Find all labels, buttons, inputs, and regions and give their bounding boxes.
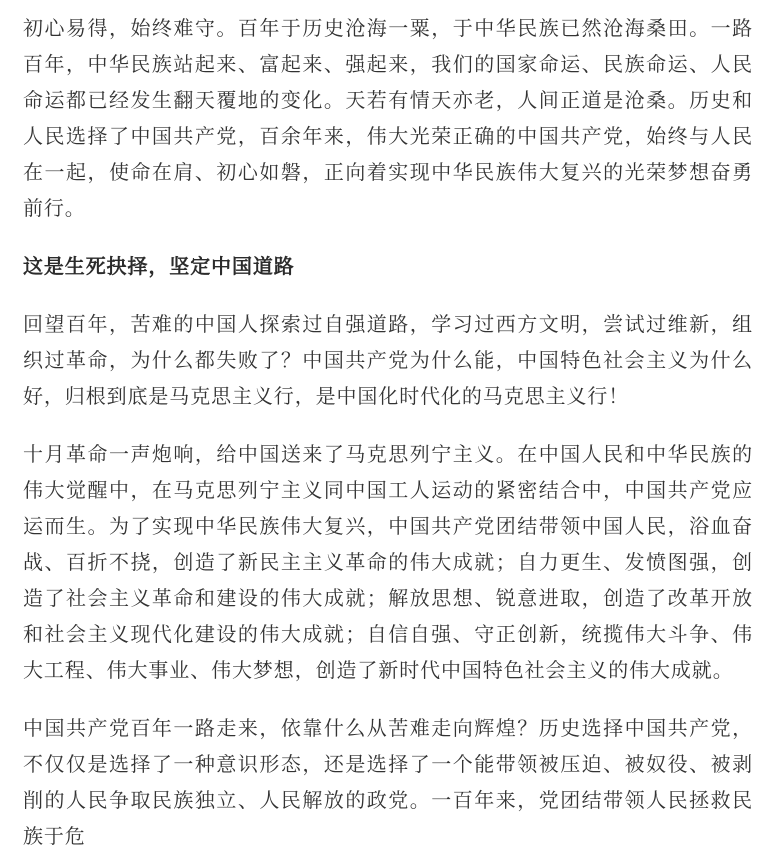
article-paragraph: 初心易得，始终难守。百年于历史沧海一粟，于中华民族已然沧海桑田。一路百年，中华民族站起来、富起来、强起来，我们的国家命运、民族命运、人民命运都已经发生翻天覆地的变化。天若有情天亦老，人间正道是沧桑。历史和人民选择了中国共产党，百余年来，伟大光荣正确的中国共产党，始终与人民在一起，使命在肩、初心如磐，正向着实现中华民族伟大复兴的光荣梦想奋勇前行。 [23, 16, 753, 220]
article-body [23, 10, 753, 854]
section-heading: 这是生死抉择，坚定中国道路 [23, 254, 295, 278]
article-paragraph: 中国共产党百年一路走来，依靠什么从苦难走向辉煌？历史选择中国共产党，不仅仅是选择了一种意识形态，还是选择了一个能带领被压迫、被奴役、被剥削的人民争取民族独立、人民解放的政党。一百年来，党团结带领人民拯救民族于危 [23, 716, 753, 848]
article-paragraph: 十月革命一声炮响，给中国送来了马克思列宁主义。在中国人民和中华民族的伟大觉醒中，在马克思列宁主义同中国工人运动的紧密结合中，中国共产党应运而生。为了实现中华民族伟大复兴，中国共产党团结带领中国人民，浴血奋战、百折不挠，创造了新民主主义革命的伟大成就；自力更生、发愤图强，创造了社会主义革命和建设的伟大成就；解放思想、锐意进取，创造了改革开放和社会主义现代化建设的伟大成就；自信自强、守正创新，统揽伟大斗争、伟大工程、伟大事业、伟大梦想，创造了新时代中国特色社会主义的伟大成就。 [23, 442, 753, 682]
article-paragraph: 回望百年，苦难的中国人探索过自强道路，学习过西方文明，尝试过维新，组织过革命，为什么都失败了？中国共产党为什么能，中国特色社会主义为什么好，归根到底是马克思主义行，是中国化时代化的马克思主义行！ [23, 312, 753, 408]
